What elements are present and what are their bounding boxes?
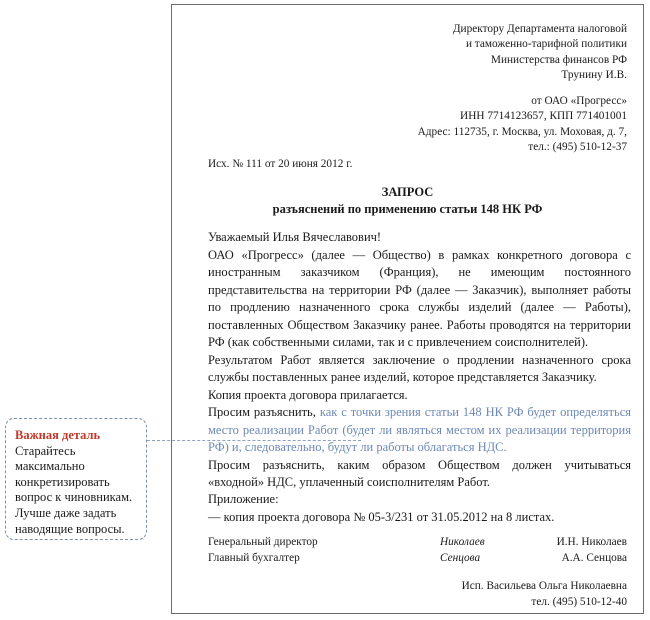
document-title: ЗАПРОС — [381, 185, 434, 199]
recipient-line: Министерства финансов РФ — [490, 53, 627, 66]
paragraph: Результатом Работ является заключение о продлении назначенного срока службы поставленных ранее изделий, которое представляется Заказчику. — [208, 352, 631, 384]
executor-block — [462, 578, 627, 610]
recipient-block — [453, 22, 627, 84]
signature-name: А.А. Сенцова — [561, 552, 627, 564]
paragraph: Просим разъяснить, каким образом Обществом должен учитываться «входной» НДС, уплаченный соисполнителям Работ. — [208, 457, 631, 489]
paragraph: ОАО «Прогресс» (далее — Общество) в рамках конкретного договора с иностранным заказчиком (Франция), не имеющим постоянного представительства на территории РФ (далее — Заказчик), выполняет работы по продлению назначенного срока службы изделий (далее — Работы), поставленных Обществом Заказчику ранее. Работы проводятся на территории РФ (как собственными силами, так и с привлечением соисполнителей). — [208, 247, 631, 349]
appendix — [208, 491, 631, 526]
note-title: Важная деталь — [15, 428, 101, 442]
important-detail-note — [5, 418, 147, 540]
recipient-line: Трунину И.В. — [561, 69, 627, 82]
signature-handwritten: Николаев — [440, 536, 485, 548]
callout-leader-line — [147, 440, 361, 441]
sender-line: ИНН 7714123657, КПП 771401001 — [460, 110, 627, 123]
recipient-line: и таможенно-тарифной политики — [465, 38, 627, 51]
letter-sheet — [171, 4, 644, 614]
paragraph: Копия проекта договора прилагается. — [208, 387, 408, 402]
paragraph-highlighted — [208, 404, 631, 457]
signature-role: Главный бухгалтер — [208, 552, 300, 564]
outgoing-reference: Исх. № 111 от 20 июня 2012 г. — [208, 158, 353, 170]
sender-line: от ОАО «Прогресс» — [531, 95, 627, 107]
paragraph-lead: Просим разъяснить, — [208, 405, 320, 419]
signature-role: Генеральный директор — [208, 536, 318, 548]
signature-handwritten: Сенцова — [440, 552, 481, 564]
signature-name: И.Н. Николаев — [556, 536, 627, 548]
highlighted-question: как с точки зрения статьи 148 НК РФ будет определяться место реализации Работ (будет ли являться местом их реализации территория РФ) и, следовательно, будут ли работы облагаться НДС. — [208, 405, 632, 454]
document-subtitle: разъяснений по применению статьи 148 НК РФ — [272, 202, 543, 216]
sender-block — [418, 94, 627, 156]
executor-name: Исп. Васильева Ольга Николаевна — [461, 580, 627, 592]
letter-body — [208, 229, 631, 492]
note-text: Старайтесь максимально конкретизировать вопрос к чиновникам. Лучше даже задать наводящие вопросы. — [15, 443, 133, 536]
appendix-item: — копия проекта договора № 05-3/231 от 31.05.2012 на 8 листах. — [208, 509, 555, 524]
sender-line: Адрес: 112735, г. Москва, ул. Моховая, д. 7, — [417, 125, 627, 138]
executor-phone: тел. (495) 510-12-40 — [531, 596, 627, 608]
recipient-line: Директору Департамента налоговой — [452, 23, 627, 35]
appendix-label: Приложение: — [208, 492, 279, 506]
sender-line: тел.: (495) 510-12-37 — [528, 141, 627, 154]
greeting: Уважаемый Илья Вячеславович! — [208, 230, 382, 244]
